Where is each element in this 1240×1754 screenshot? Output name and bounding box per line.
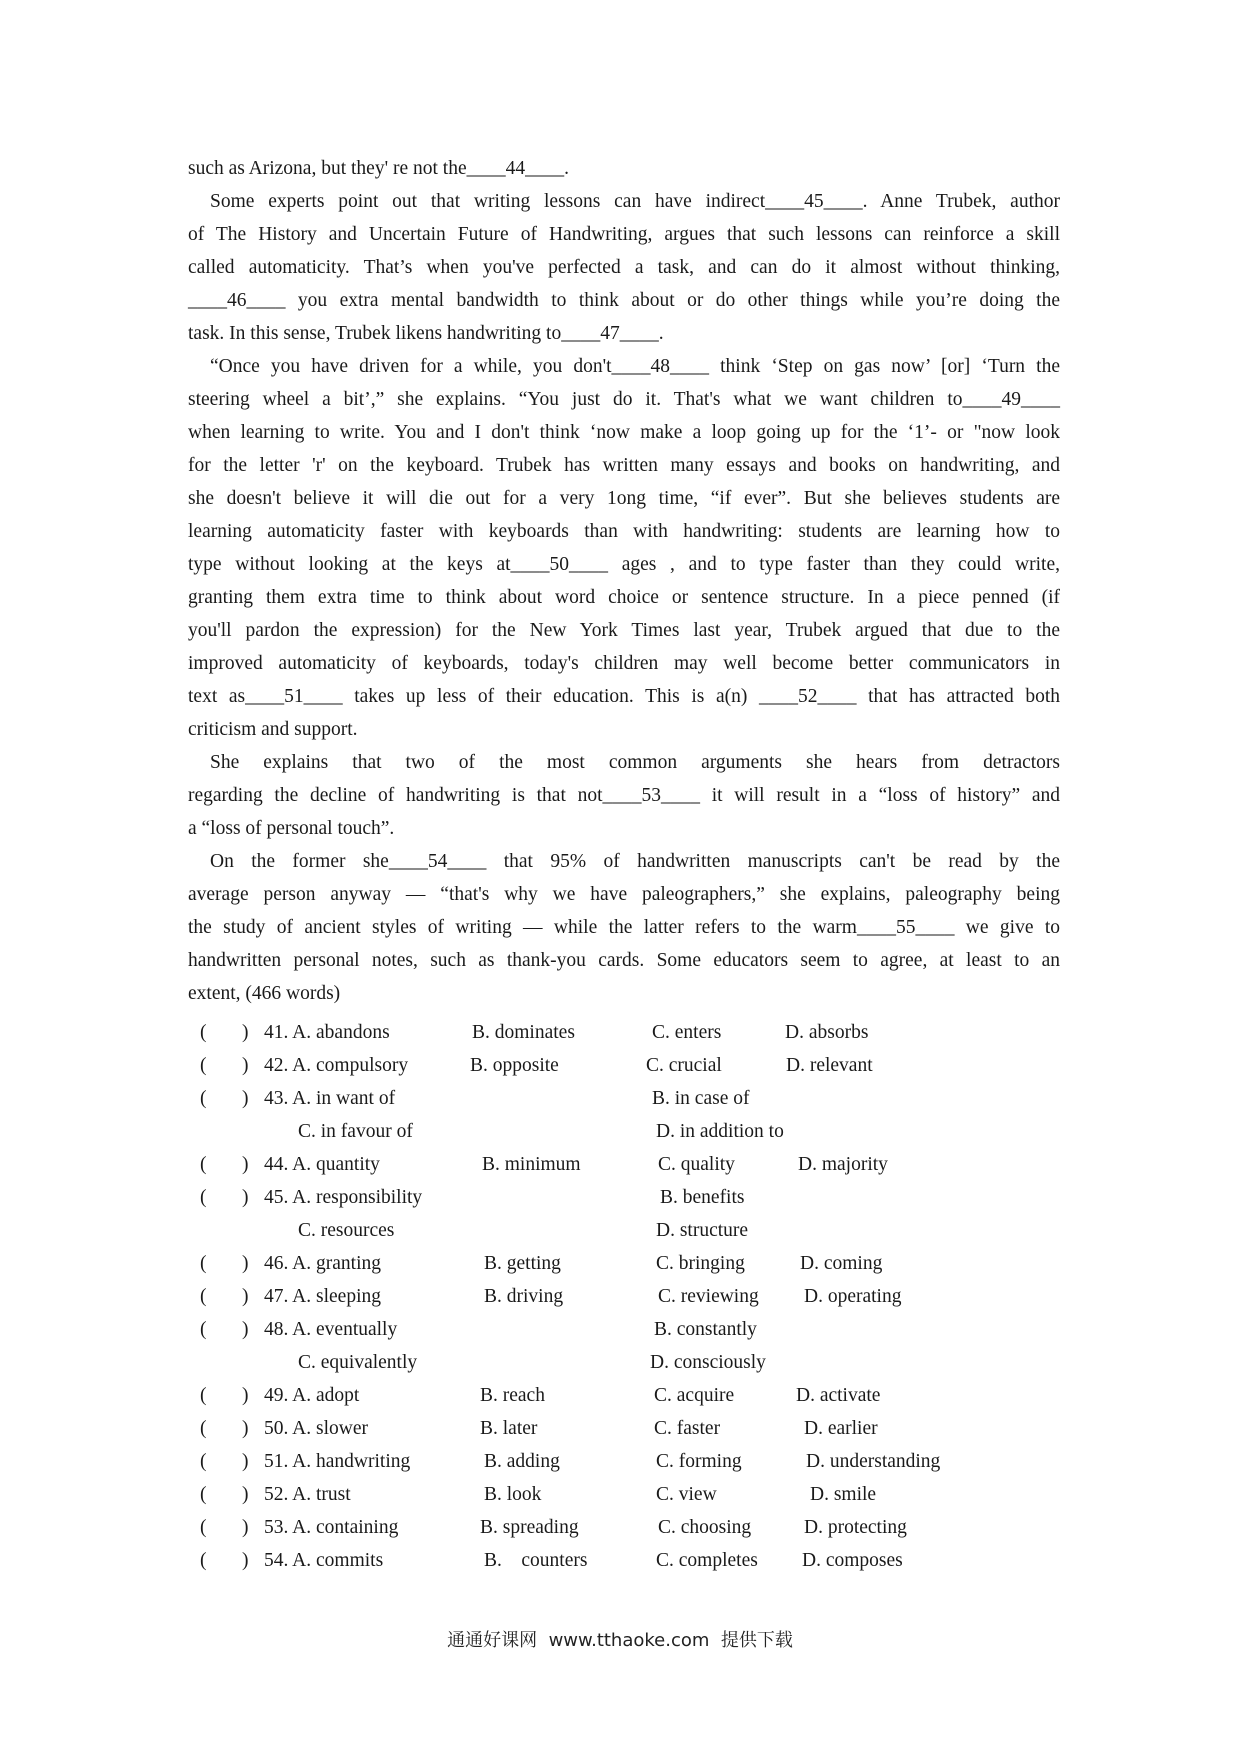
passage — [188, 152, 1060, 1010]
answer-paren-close: ) — [242, 1451, 249, 1472]
option-c: C. bringing — [656, 1253, 745, 1274]
answer-paren-close: ) — [242, 1154, 249, 1175]
option-a: 42. A. compulsory — [264, 1055, 409, 1076]
option-a: 51. A. handwriting — [264, 1451, 411, 1472]
option-a: 50. A. slower — [264, 1418, 368, 1439]
passage-line: granting them extra time to think about word choice or sentence structure. In a piece penned (if — [188, 587, 1060, 608]
option-d: D. majority — [798, 1154, 888, 1175]
option-a: 41. A. abandons — [264, 1022, 390, 1043]
option-b: B. constantly — [654, 1319, 757, 1340]
passage-line: text as____51____ takes up less of their education. This is a(n) ____52____ that has attracted both — [188, 686, 1060, 707]
answer-paren-open[interactable]: ( — [200, 1154, 207, 1175]
passage-line: called automaticity. That’s when you've perfected a task, and can do it almost without thinking, — [188, 257, 1060, 278]
option-b: B. minimum — [482, 1154, 581, 1175]
option-d: D. structure — [656, 1220, 749, 1241]
option-d: D. composes — [802, 1550, 903, 1571]
answer-paren-open[interactable]: ( — [200, 1022, 207, 1043]
answer-paren-open[interactable]: ( — [200, 1385, 207, 1406]
option-c: C. quality — [658, 1154, 735, 1175]
option-d: D. consciously — [650, 1352, 766, 1373]
answer-paren-close: ) — [242, 1517, 249, 1538]
passage-line: when learning to write. You and I don't think ‘now make a loop going up for the ‘1’- or "now look — [188, 422, 1060, 443]
answer-paren-close: ) — [242, 1022, 249, 1043]
answer-paren-close: ) — [242, 1253, 249, 1274]
passage-line: average person anyway — “that's why we have paleographers,” she explains, paleography being — [188, 884, 1060, 905]
option-d: D. activate — [796, 1385, 881, 1406]
option-b: B. counters — [484, 1550, 588, 1571]
option-b: B. look — [484, 1484, 542, 1505]
passage-line: She explains that two of the most common arguments she hears from detractors — [210, 752, 1060, 773]
option-b: B. later — [480, 1418, 538, 1439]
answer-paren-open[interactable]: ( — [200, 1286, 207, 1307]
option-a: 45. A. responsibility — [264, 1187, 423, 1208]
option-c: C. equivalently — [298, 1352, 418, 1373]
passage-line: the study of ancient styles of writing — while the latter refers to the warm____55____ we give to — [188, 917, 1060, 938]
answer-paren-open[interactable]: ( — [200, 1484, 207, 1505]
option-a: 48. A. eventually — [264, 1319, 398, 1340]
option-b: B. dominates — [472, 1022, 575, 1043]
passage-line: steering wheel a bit’,” she explains. “You just do it. That's what we want children to____49____ — [188, 389, 1060, 410]
option-b: B. adding — [484, 1451, 560, 1472]
option-c: C. in favour of — [298, 1121, 413, 1142]
answer-paren-open[interactable]: ( — [200, 1253, 207, 1274]
answer-paren-open[interactable]: ( — [200, 1319, 207, 1340]
answer-paren-close: ) — [242, 1319, 249, 1340]
option-b: B. getting — [484, 1253, 561, 1274]
option-a: 52. A. trust — [264, 1484, 351, 1505]
passage-line: “Once you have driven for a while, you don't____48____ think ‘Step on gas now’ [or] ‘Turn the — [210, 356, 1060, 377]
answer-paren-open[interactable]: ( — [200, 1418, 207, 1439]
option-b: B. driving — [484, 1286, 564, 1307]
passage-line: type without looking at the keys at____50____ ages , and to type faster than they could write, — [188, 554, 1060, 575]
answer-paren-close: ) — [242, 1187, 249, 1208]
answer-paren-open[interactable]: ( — [200, 1187, 207, 1208]
option-b: B. in case of — [652, 1088, 750, 1109]
option-d: D. relevant — [786, 1055, 873, 1076]
option-b: B. opposite — [470, 1055, 559, 1076]
option-c: C. view — [656, 1484, 717, 1505]
option-b: B. reach — [480, 1385, 545, 1406]
option-c: C. faster — [654, 1418, 721, 1439]
answer-paren-close: ) — [242, 1550, 249, 1571]
option-d: D. protecting — [804, 1517, 907, 1538]
option-a: 46. A. granting — [264, 1253, 381, 1274]
answer-paren-open[interactable]: ( — [200, 1517, 207, 1538]
passage-line: regarding the decline of handwriting is that not____53____ it will result in a “loss of history” and — [188, 785, 1060, 806]
option-a: 49. A. adopt — [264, 1385, 360, 1406]
passage-line: On the former she____54____ that 95% of handwritten manuscripts can't be read by the — [210, 851, 1060, 872]
option-c: C. forming — [656, 1451, 742, 1472]
option-a: 53. A. containing — [264, 1517, 399, 1538]
passage-line: for the letter 'r' on the keyboard. Trubek has written many essays and books on handwriting, and — [188, 455, 1060, 476]
option-a: 47. A. sleeping — [264, 1286, 381, 1307]
passage-line: handwritten personal notes, such as thank-you cards. Some educators seem to agree, at least to an — [188, 950, 1060, 971]
option-a: 54. A. commits — [264, 1550, 384, 1571]
option-c: C. reviewing — [658, 1286, 759, 1307]
option-b: B. benefits — [660, 1187, 745, 1208]
option-c: C. completes — [656, 1550, 758, 1571]
passage-line: improved automaticity of keyboards, today's children may well become better communicators in — [188, 653, 1060, 674]
passage-line: Some experts point out that writing lessons can have indirect____45____. Anne Trubek, author — [210, 191, 1060, 212]
passage-line: learning automaticity faster with keyboards than with handwriting: students are learning how to — [188, 521, 1060, 542]
option-d: D. smile — [810, 1484, 877, 1505]
passage-line: she doesn't believe it will die out for a very 1ong time, “if ever”. But she believes students are — [188, 488, 1060, 509]
page-footer: 通通好课网 www.tthaoke.com 提供下载 — [447, 1630, 793, 1651]
answer-paren-close: ) — [242, 1286, 249, 1307]
passage-line: extent, (466 words) — [188, 983, 341, 1004]
option-a: 43. A. in want of — [264, 1088, 396, 1109]
passage-line: criticism and support. — [188, 719, 358, 740]
option-c: C. resources — [298, 1220, 395, 1241]
option-c: C. enters — [652, 1022, 722, 1043]
option-d: D. coming — [800, 1253, 883, 1274]
passage-line: ____46____ you extra mental bandwidth to think about or do other things while you’re doing the — [188, 290, 1060, 311]
answer-paren-open[interactable]: ( — [200, 1550, 207, 1571]
option-d: D. in addition to — [656, 1121, 784, 1142]
option-b: B. spreading — [480, 1517, 579, 1538]
passage-line: such as Arizona, but they' re not the____44____. — [188, 158, 569, 179]
option-d: D. absorbs — [785, 1022, 869, 1043]
option-d: D. operating — [804, 1286, 902, 1307]
option-d: D. earlier — [804, 1418, 878, 1439]
answer-paren-close: ) — [242, 1385, 249, 1406]
option-c: C. acquire — [654, 1385, 735, 1406]
answer-paren-close: ) — [242, 1055, 249, 1076]
answer-paren-close: ) — [242, 1484, 249, 1505]
answer-paren-close: ) — [242, 1418, 249, 1439]
option-c: C. crucial — [646, 1055, 722, 1076]
answer-paren-close: ) — [242, 1088, 249, 1109]
option-a: 44. A. quantity — [264, 1154, 380, 1175]
passage-line: you'll pardon the expression) for the New York Times last year, Trubek argued that due to the — [188, 620, 1060, 641]
option-d: D. understanding — [806, 1451, 941, 1472]
answer-paren-open[interactable]: ( — [200, 1055, 207, 1076]
passage-line: task. In this sense, Trubek likens handwriting to____47____. — [188, 323, 664, 344]
passage-line: a “loss of personal touch”. — [188, 818, 395, 839]
passage-line: of The History and Uncertain Future of Handwriting, argues that such lessons can reinforce a skill — [188, 224, 1060, 245]
answer-paren-open[interactable]: ( — [200, 1088, 207, 1109]
option-c: C. choosing — [658, 1517, 752, 1538]
answer-paren-open[interactable]: ( — [200, 1451, 207, 1472]
